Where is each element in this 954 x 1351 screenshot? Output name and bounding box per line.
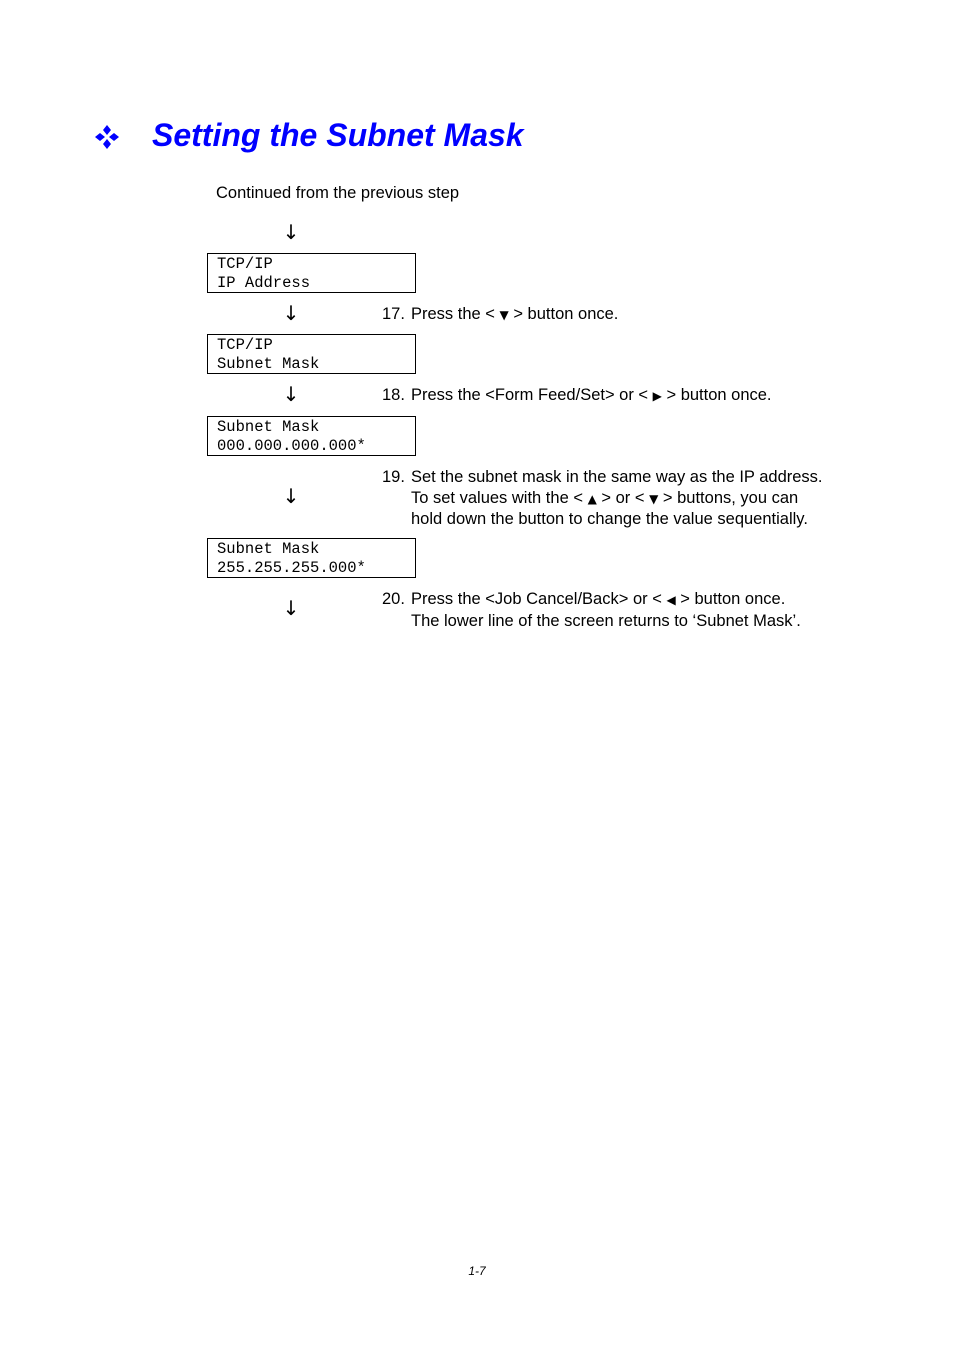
page-title: Setting the Subnet Mask xyxy=(152,117,524,153)
down-triangle-icon: ▼ xyxy=(649,491,659,506)
lcd-screen-ip-address xyxy=(207,253,416,293)
step-18 xyxy=(382,385,772,407)
four-diamond-icon xyxy=(94,124,120,150)
lcd-screen-subnet-mask xyxy=(207,334,416,374)
step-text-line-2: To set values with the < ▲ > or < ▼ > buttons, you can xyxy=(411,488,799,507)
lcd-line-2: IP Address xyxy=(217,274,311,292)
down-arrow-icon: ↓ xyxy=(282,382,300,406)
step-number: 18. xyxy=(382,386,405,404)
up-triangle-icon: ▲ xyxy=(587,491,597,506)
step-text: Press the < ▼ > button once. xyxy=(411,305,619,323)
step-number: 20. xyxy=(382,590,405,608)
lcd-line-1: Subnet Mask xyxy=(217,418,320,436)
down-arrow-icon: ↓ xyxy=(282,596,300,620)
step-number: 19. xyxy=(382,468,405,486)
intro-text: Continued from the previous step xyxy=(216,184,460,202)
step-text: Press the <Form Feed/Set> or < ▶ > button once. xyxy=(411,386,772,404)
lcd-screen-subnet-mask-default xyxy=(207,416,416,456)
lcd-line-2: 255.255.255.000* xyxy=(217,559,366,577)
lcd-line-2: Subnet Mask xyxy=(217,355,320,373)
lcd-line-1: TCP/IP xyxy=(217,336,273,354)
down-arrow-icon: ↓ xyxy=(282,484,300,508)
down-arrow-icon: ↓ xyxy=(282,301,300,325)
step-19 xyxy=(382,467,823,530)
down-arrow-icon: ↓ xyxy=(282,220,300,244)
step-text-line-2: The lower line of the screen returns to ‘Subnet Mask’. xyxy=(411,611,801,630)
step-17 xyxy=(382,304,618,326)
page-number: 1-7 xyxy=(468,1264,486,1278)
lcd-line-1: Subnet Mask xyxy=(217,540,320,558)
step-20 xyxy=(382,589,801,631)
left-triangle-icon: ◀ xyxy=(666,593,676,607)
step-number: 17. xyxy=(382,305,405,323)
lcd-line-1: TCP/IP xyxy=(217,255,273,273)
down-triangle-icon: ▼ xyxy=(499,308,509,322)
step-text-line-1: Set the subnet mask in the same way as the IP address. xyxy=(411,468,823,486)
lcd-screen-subnet-mask-set xyxy=(207,538,416,578)
step-text-line-3: hold down the button to change the value sequentially. xyxy=(411,510,808,528)
step-text-line-1: Press the <Job Cancel/Back> or < ◀ > button once. xyxy=(411,590,786,608)
right-triangle-icon: ▶ xyxy=(652,389,662,403)
lcd-line-2: 000.000.000.000* xyxy=(217,437,366,455)
